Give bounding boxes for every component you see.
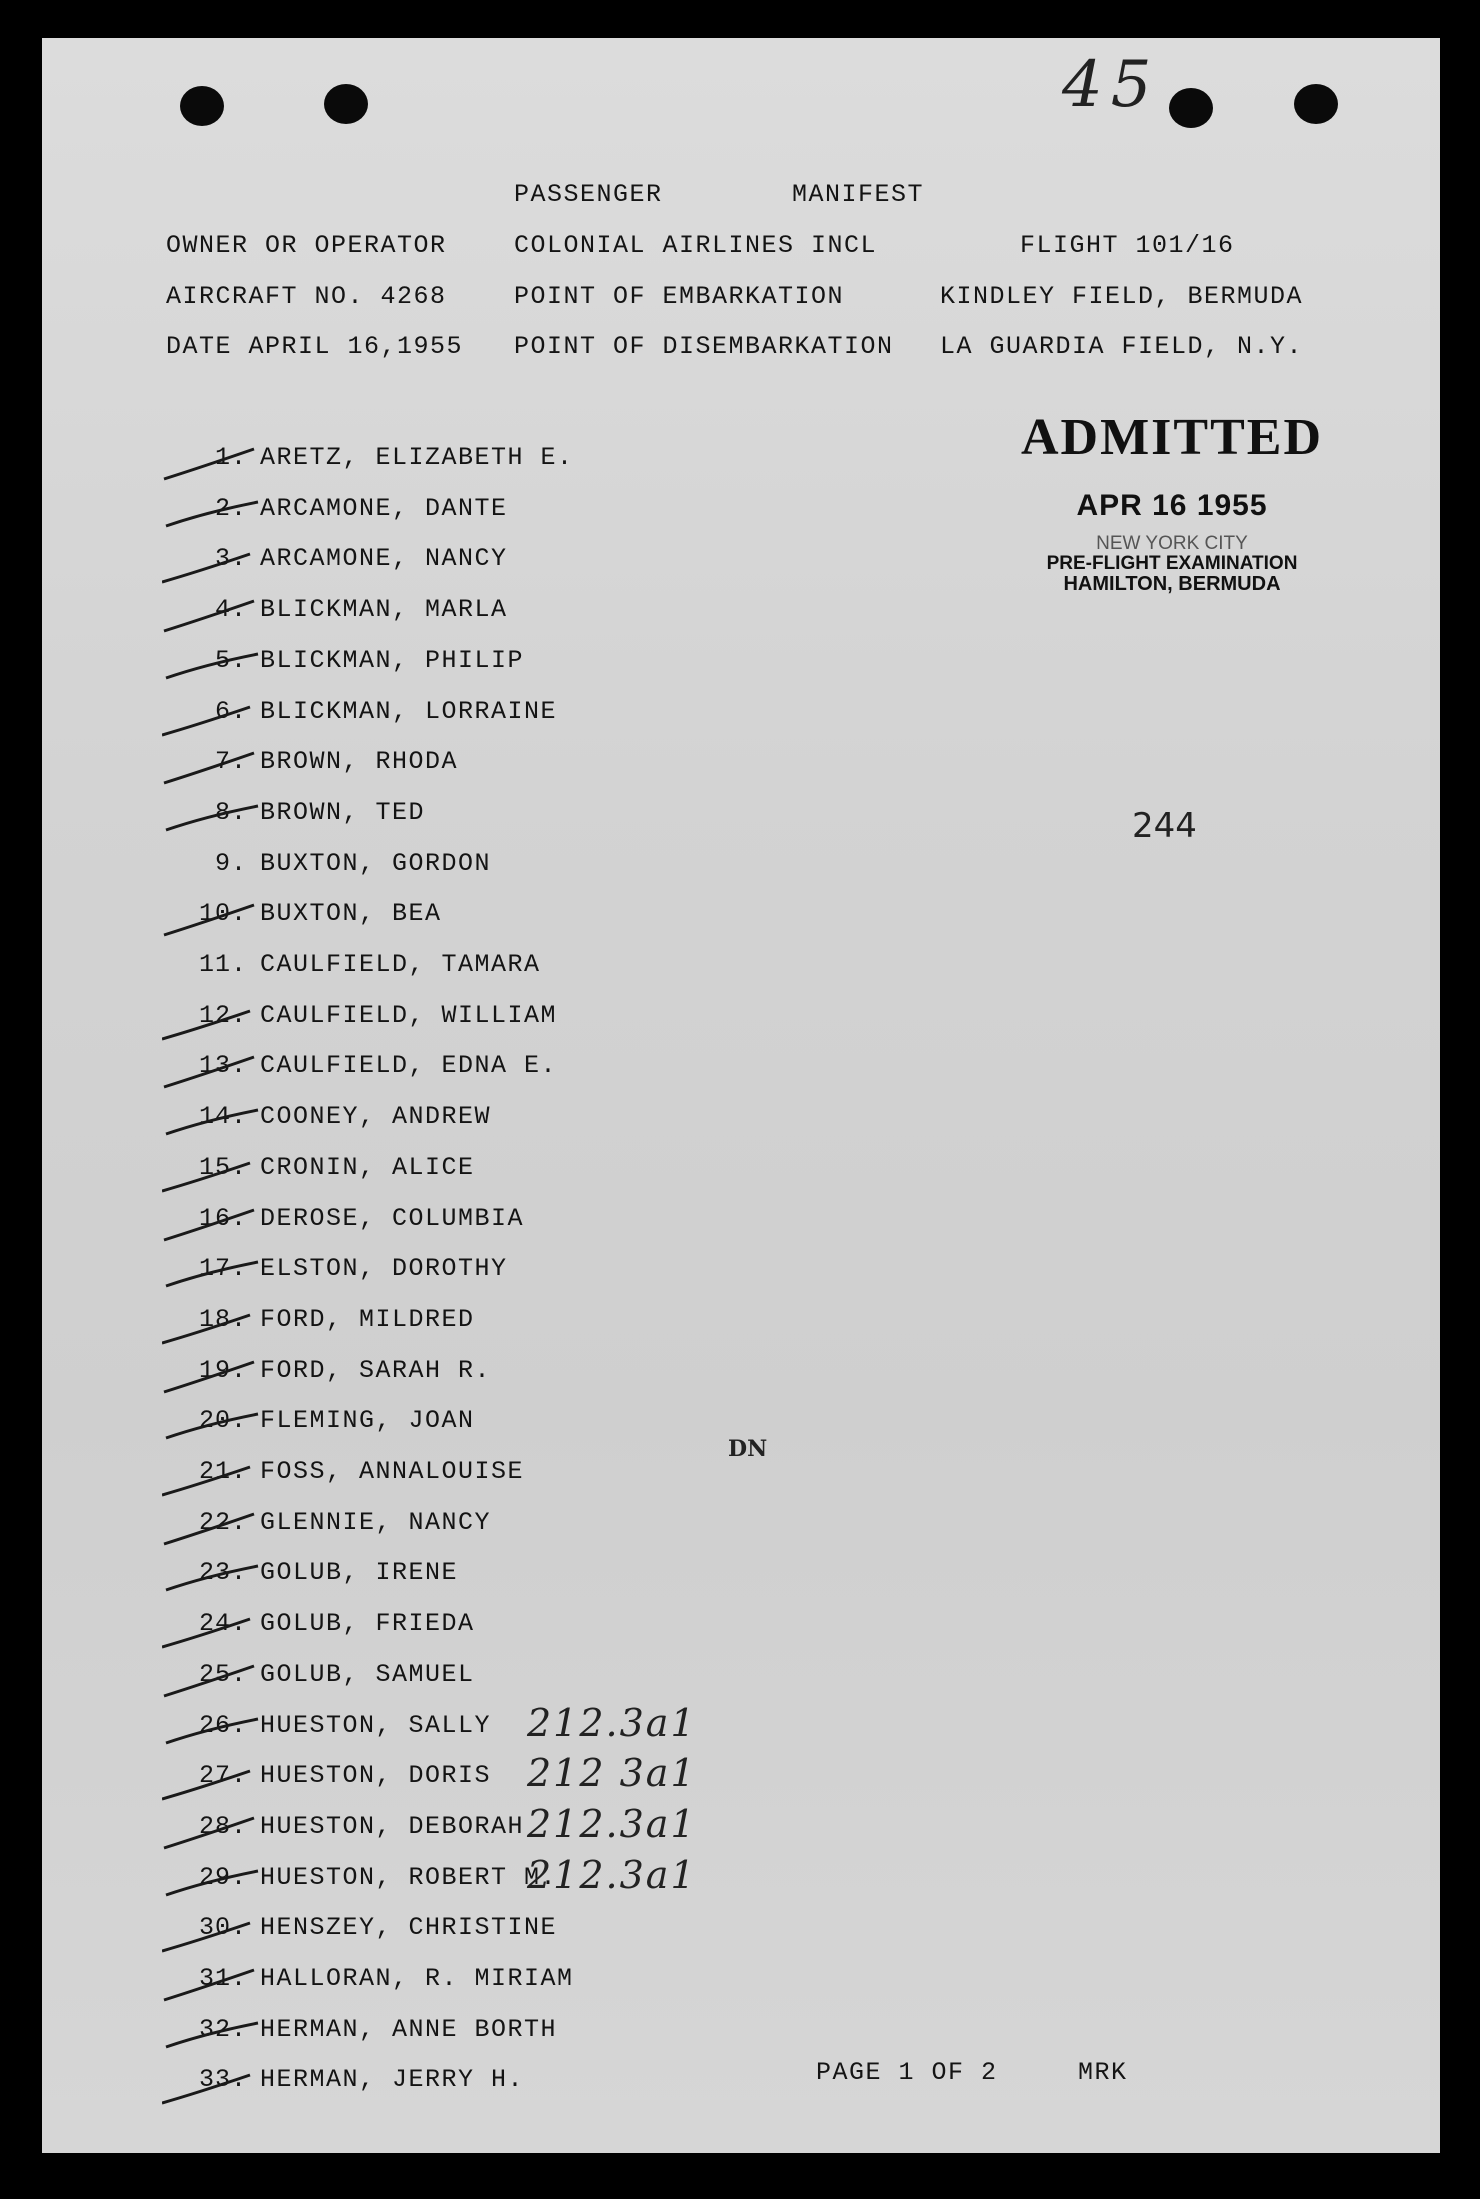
list-item xyxy=(42,697,742,737)
passenger-name: FORD, MILDRED xyxy=(260,1305,475,1334)
passenger-name: CAULFIELD, TAMARA xyxy=(260,950,541,979)
stamp-line3: HAMILTON, BERMUDA xyxy=(1063,573,1281,595)
handwritten-note: 212 3a1 xyxy=(527,1751,697,1795)
owner-label: OWNER OR OPERATOR xyxy=(166,231,447,260)
check-mark-icon xyxy=(162,1053,262,1091)
passenger-number: 14. xyxy=(198,1102,247,1131)
passenger-name: ARCAMONE, DANTE xyxy=(260,494,508,523)
passenger-name: ELSTON, DOROTHY xyxy=(260,1254,508,1283)
passenger-name: BUXTON, GORDON xyxy=(260,849,492,878)
owner-value: COLONIAL AIRLINES INCL xyxy=(514,231,878,260)
passenger-name: HALLORAN, R. MIRIAM xyxy=(260,1964,574,1993)
flight-number: FLIGHT 101/16 xyxy=(1020,231,1235,260)
passenger-number: 23. xyxy=(198,1558,247,1587)
check-mark-icon xyxy=(162,1155,262,1193)
passenger-number: 29. xyxy=(198,1863,247,1892)
passenger-name: BROWN, TED xyxy=(260,798,426,827)
stamp-line1: NEW YORK CITY xyxy=(1096,533,1248,554)
check-mark-icon xyxy=(162,1256,262,1294)
passenger-name: HERMAN, ANNE BORTH xyxy=(260,2015,558,2044)
passenger-name: BLICKMAN, LORRAINE xyxy=(260,697,558,726)
side-number: 244 xyxy=(1132,806,1197,846)
list-item xyxy=(42,747,742,787)
passenger-name: HUESTON, SALLY xyxy=(260,1711,492,1740)
check-mark-icon xyxy=(162,1206,262,1244)
list-item xyxy=(42,1853,742,1903)
title-manifest: MANIFEST xyxy=(792,180,925,209)
passenger-name: GOLUB, IRENE xyxy=(260,1558,459,1587)
manifest-page xyxy=(42,38,1440,2153)
passenger-number: 13. xyxy=(198,1051,247,1080)
check-mark-icon xyxy=(162,1307,262,1345)
list-item xyxy=(42,2015,742,2055)
passenger-name: ARETZ, ELIZABETH E. xyxy=(260,443,574,472)
list-item xyxy=(42,950,742,990)
passenger-number: 22. xyxy=(198,1508,247,1537)
margin-mark: DN xyxy=(728,1436,768,1462)
passenger-name: BUXTON, BEA xyxy=(260,899,442,928)
stamp-line2: PRE-FLIGHT EXAMINATION xyxy=(1046,553,1298,574)
list-item xyxy=(42,1508,742,1548)
punch-hole-3 xyxy=(1169,88,1213,128)
list-item xyxy=(42,1204,742,1244)
passenger-name: DEROSE, COLUMBIA xyxy=(260,1204,525,1233)
passenger-number: 9. xyxy=(214,849,247,878)
list-item xyxy=(42,1802,742,1852)
check-mark-icon xyxy=(162,1611,262,1649)
check-mark-icon xyxy=(162,1915,262,1953)
check-mark-icon xyxy=(162,699,262,737)
disembark-label: POINT OF DISEMBARKATION xyxy=(514,332,894,361)
check-mark-icon xyxy=(162,1560,262,1598)
passenger-name: HENSZEY, CHRISTINE xyxy=(260,1913,558,1942)
passenger-number: 19. xyxy=(198,1356,247,1385)
check-mark-icon xyxy=(162,800,262,838)
list-item xyxy=(42,1964,742,2004)
passenger-name: FLEMING, JOAN xyxy=(260,1406,475,1435)
punch-hole-2 xyxy=(324,84,368,124)
passenger-number: 15. xyxy=(198,1153,247,1182)
clerk-initials: MRK xyxy=(1078,2058,1128,2087)
list-item xyxy=(42,1609,742,1649)
stamp-date: APR 16 1955 xyxy=(1076,489,1268,522)
check-mark-icon xyxy=(162,1814,262,1852)
list-item xyxy=(42,1356,742,1396)
check-mark-icon xyxy=(162,1459,262,1497)
passenger-number: 2. xyxy=(214,494,247,523)
passenger-name: BROWN, RHODA xyxy=(260,747,459,776)
check-mark-icon xyxy=(162,1510,262,1548)
check-mark-icon xyxy=(162,546,262,584)
passenger-number: 4. xyxy=(214,595,247,624)
list-item xyxy=(42,899,742,939)
list-item xyxy=(42,2065,742,2105)
page-number: 45 xyxy=(1062,48,1160,122)
list-item xyxy=(42,1153,742,1193)
check-mark-icon xyxy=(162,1358,262,1396)
embark-label: POINT OF EMBARKATION xyxy=(514,282,845,311)
passenger-name: COONEY, ANDREW xyxy=(260,1102,492,1131)
check-mark-icon xyxy=(162,952,262,990)
check-mark-icon xyxy=(162,1763,262,1801)
list-item xyxy=(42,443,742,483)
list-item xyxy=(42,1001,742,1041)
list-item xyxy=(42,849,742,889)
list-item xyxy=(42,1102,742,1142)
passenger-number: 6. xyxy=(214,697,247,726)
passenger-number: 27. xyxy=(198,1761,247,1790)
passenger-name: CAULFIELD, WILLIAM xyxy=(260,1001,558,1030)
list-item xyxy=(42,1751,742,1801)
punch-hole-1 xyxy=(180,86,224,126)
check-mark-icon xyxy=(162,597,262,635)
check-mark-icon xyxy=(162,1865,262,1903)
list-item xyxy=(42,1254,742,1294)
check-mark-icon xyxy=(162,1966,262,2004)
passenger-name: CRONIN, ALICE xyxy=(260,1153,475,1182)
check-mark-icon xyxy=(162,1713,262,1751)
passenger-name: CAULFIELD, EDNA E. xyxy=(260,1051,558,1080)
passenger-number: 17. xyxy=(198,1254,247,1283)
aircraft-number: AIRCRAFT NO. 4268 xyxy=(166,282,447,311)
stamp-status: ADMITTED xyxy=(1020,409,1324,466)
passenger-name: BLICKMAN, MARLA xyxy=(260,595,508,624)
passenger-name: ARCAMONE, NANCY xyxy=(260,544,508,573)
check-mark-icon xyxy=(162,648,262,686)
passenger-number: 5. xyxy=(214,646,247,675)
handwritten-note: 212.3a1 xyxy=(527,1853,697,1897)
passenger-name: HUESTON, ROBERT M. xyxy=(260,1863,558,1892)
list-item xyxy=(42,1051,742,1091)
list-item xyxy=(42,798,742,838)
embark-value: KINDLEY FIELD, BERMUDA xyxy=(940,282,1304,311)
list-item xyxy=(42,1701,742,1751)
passenger-name: GLENNIE, NANCY xyxy=(260,1508,492,1537)
passenger-number: 24. xyxy=(198,1609,247,1638)
check-mark-icon xyxy=(162,2017,262,2055)
passenger-number: 3. xyxy=(214,544,247,573)
check-mark-icon xyxy=(162,1408,262,1446)
passenger-name: HUESTON, DORIS xyxy=(260,1761,492,1790)
passenger-name: FOSS, ANNALOUISE xyxy=(260,1457,525,1486)
list-item xyxy=(42,595,742,635)
list-item xyxy=(42,1660,742,1700)
passenger-number: 12. xyxy=(198,1001,247,1030)
passenger-name: GOLUB, FRIEDA xyxy=(260,1609,475,1638)
passenger-number: 1. xyxy=(214,443,247,472)
page-indicator: PAGE 1 OF 2 xyxy=(816,2058,998,2087)
passenger-number: 21. xyxy=(198,1457,247,1486)
check-mark-icon xyxy=(162,901,262,939)
check-mark-icon xyxy=(162,1003,262,1041)
passenger-number: 8. xyxy=(214,798,247,827)
list-item xyxy=(42,494,742,534)
check-mark-icon xyxy=(162,1662,262,1700)
passenger-number: 33. xyxy=(198,2065,247,2094)
list-item xyxy=(42,1913,742,1953)
passenger-number: 10. xyxy=(198,899,247,928)
handwritten-note: 212.3a1 xyxy=(527,1701,697,1745)
passenger-name: HUESTON, DEBORAH xyxy=(260,1812,525,1841)
list-item xyxy=(42,1558,742,1598)
passenger-number: 26. xyxy=(198,1711,247,1740)
passenger-number: 30. xyxy=(198,1913,247,1942)
passenger-number: 31. xyxy=(198,1964,247,1993)
passenger-name: BLICKMAN, PHILIP xyxy=(260,646,525,675)
passenger-number: 28. xyxy=(198,1812,247,1841)
title-passenger: PASSENGER xyxy=(514,180,663,209)
passenger-number: 18. xyxy=(198,1305,247,1334)
punch-hole-4 xyxy=(1294,84,1338,124)
admitted-stamp xyxy=(982,408,1362,596)
passenger-number: 25. xyxy=(198,1660,247,1689)
check-mark-icon xyxy=(162,2067,262,2105)
list-item xyxy=(42,544,742,584)
passenger-number: 7. xyxy=(214,747,247,776)
passenger-number: 11. xyxy=(198,950,247,979)
passenger-number: 32. xyxy=(198,2015,247,2044)
passenger-name: FORD, SARAH R. xyxy=(260,1356,492,1385)
check-mark-icon xyxy=(162,851,262,889)
check-mark-icon xyxy=(162,496,262,534)
check-mark-icon xyxy=(162,1104,262,1142)
check-mark-icon xyxy=(162,445,262,483)
list-item xyxy=(42,1457,742,1497)
disembark-value: LA GUARDIA FIELD, N.Y. xyxy=(940,332,1304,361)
list-item xyxy=(42,646,742,686)
passenger-number: 20. xyxy=(198,1406,247,1435)
passenger-name: GOLUB, SAMUEL xyxy=(260,1660,475,1689)
check-mark-icon xyxy=(162,749,262,787)
manifest-date: DATE APRIL 16,1955 xyxy=(166,332,464,361)
handwritten-note: 212.3a1 xyxy=(527,1802,697,1846)
passenger-name: HERMAN, JERRY H. xyxy=(260,2065,525,2094)
list-item xyxy=(42,1305,742,1345)
passenger-number: 16. xyxy=(198,1204,247,1233)
list-item xyxy=(42,1406,742,1446)
